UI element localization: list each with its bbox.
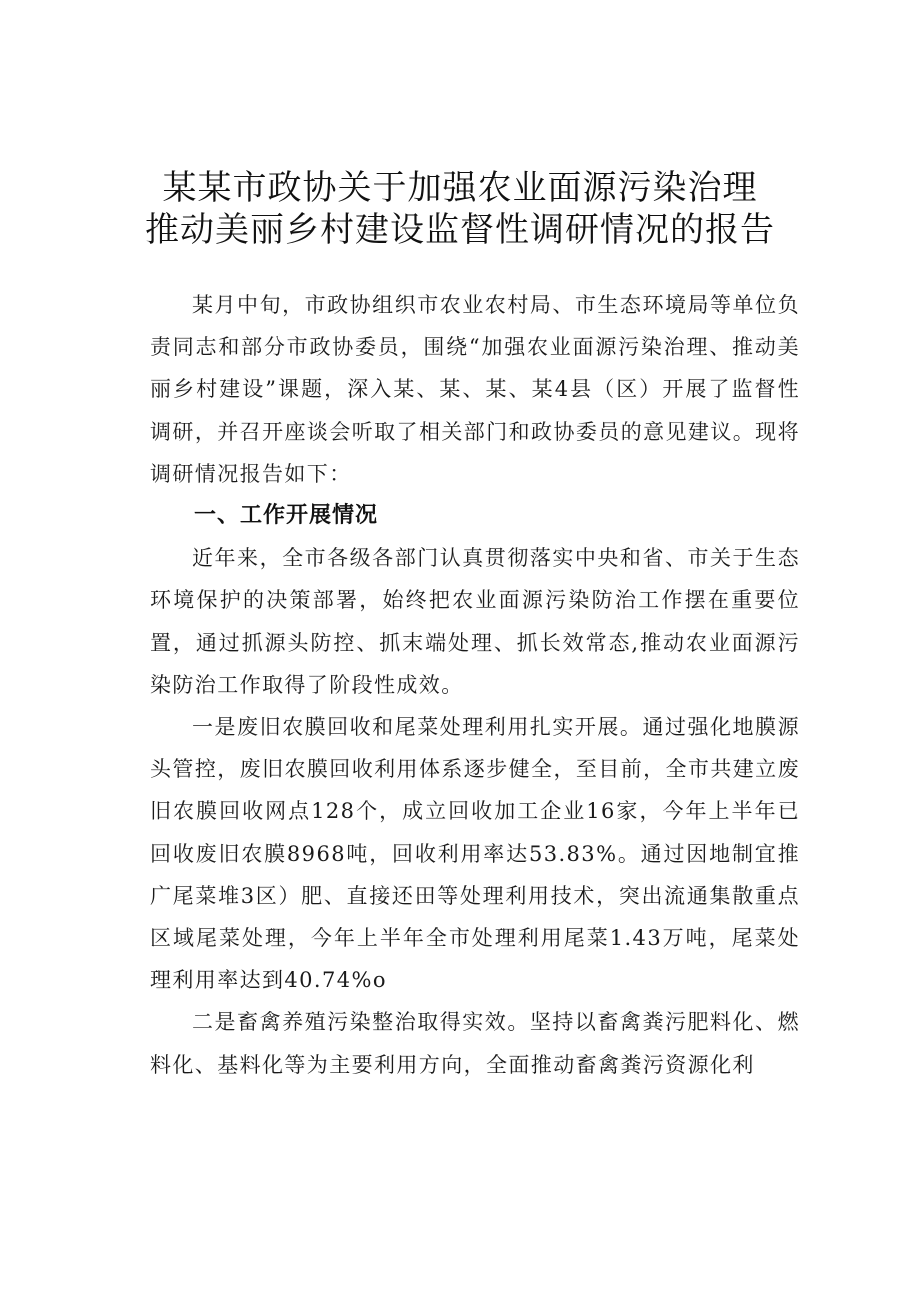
intro-paragraph: 某月中旬，市政协组织市农业农村局、市生态环境局等单位负责同志和部分市政协委员，围绕“加强农业面源污染治理、推动美丽乡村建设”课题，深入某、某、某、某4县（区）开展了监督性调研，并召开座谈会听取了相关部门和政协委员的意见建议。现将调研情况报告如下： (150, 293, 800, 486)
section1-intro-paragraph: 近年来，全市各级各部门认真贯彻落实中央和省、市关于生态环境保护的决策部署，始终把农业面源污染防治工作摆在重要位置，通过抓源头防控、抓末端处理、抓长效常态,推动农业面源污染防治工作取得了阶段性成效。 (150, 546, 800, 697)
section-heading-1: 一、工作开展情况 (194, 503, 379, 529)
point2-paragraph: 二是畜禽养殖污染整治取得实效。坚持以畜禽粪污肥料化、燃料化、基料化等为主要利用方向，全面推动畜禽粪污资源化利 (150, 1010, 800, 1077)
document-title-line-2: 推动美丽乡村建设监督性调研情况的报告 (145, 210, 775, 250)
point1-paragraph: 一是废旧农膜回收和尾菜处理利用扎实开展。通过强化地膜源头管控，废旧农膜回收利用体系逐步健全，至目前，全市共建立废旧农膜回收网点128个，成立回收加工企业16家，今年上半年已回收废旧农膜8968吨，回收利用率达53.83%。通过因地制宜推广尾菜堆3区）肥、直接还田等处理利用技术，突出流通集散重点区域尾菜处理，今年上半年全市处理利用尾菜1.43万吨，尾菜处理利用率达到40.74%o (150, 715, 800, 993)
document-title-line-1: 某某市政协关于加强农业面源污染治理 (162, 168, 758, 208)
document-body (150, 284, 800, 1086)
